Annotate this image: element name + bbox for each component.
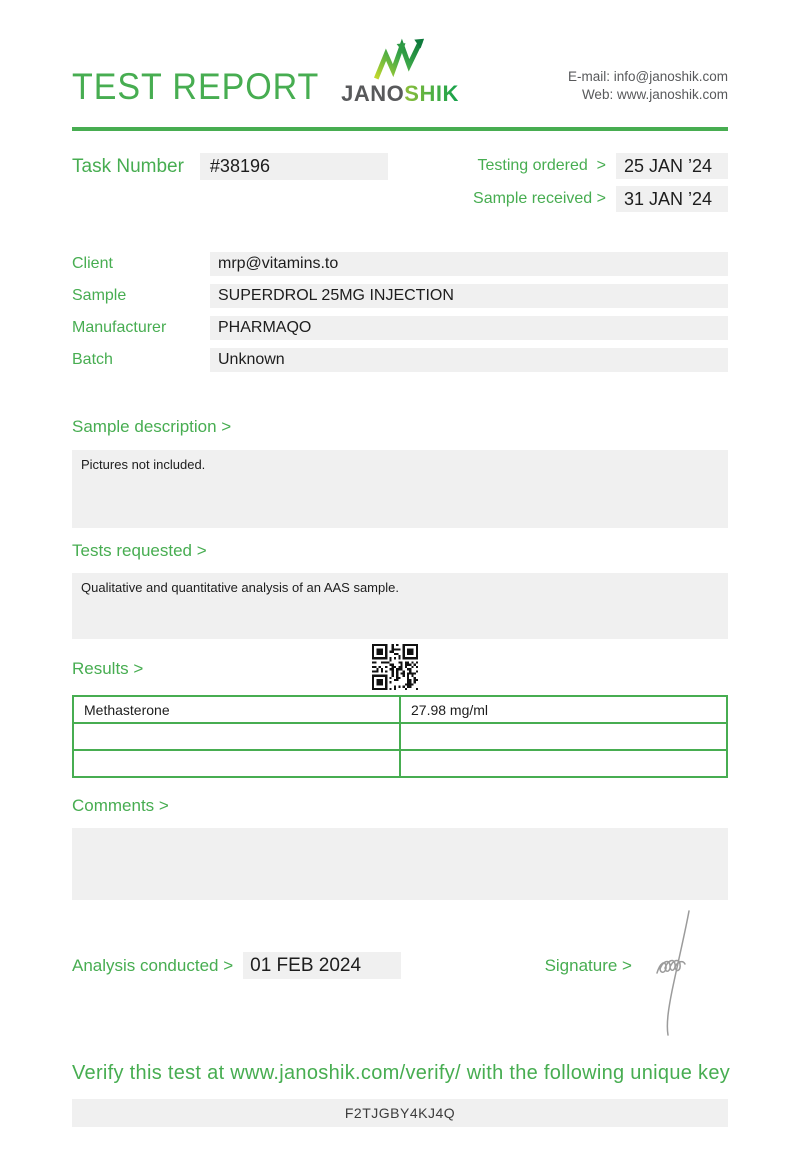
signature-scrawl bbox=[645, 907, 700, 1037]
sample-description-section bbox=[72, 417, 728, 528]
result-value: 27.98 mg/ml bbox=[400, 696, 727, 723]
tests-requested-section bbox=[72, 541, 728, 639]
result-value bbox=[400, 723, 727, 750]
tests-requested-box: Qualitative and quantitative analysis of an AAS sample. bbox=[72, 573, 728, 639]
sample-description-label: Sample description > bbox=[72, 417, 232, 436]
signoff-row bbox=[72, 952, 728, 979]
analysis-conducted-group bbox=[72, 952, 401, 979]
detail-row-client bbox=[72, 252, 728, 276]
web-value: www.janoshik.com bbox=[616, 87, 728, 102]
janoshik-logo bbox=[341, 38, 459, 105]
result-name bbox=[73, 750, 400, 777]
brand-jano: JANO bbox=[341, 81, 405, 106]
dates-group bbox=[473, 153, 728, 212]
task-number-label: Task Number bbox=[72, 155, 184, 177]
page-title: TEST REPORT bbox=[72, 66, 320, 107]
growth-chart-icon bbox=[369, 38, 431, 82]
sample-details bbox=[72, 252, 728, 372]
sample-description-box: Pictures not included. bbox=[72, 450, 728, 528]
brand-name bbox=[341, 83, 459, 105]
analysis-conducted-label: Analysis conducted > bbox=[72, 955, 234, 975]
testing-ordered-value: 25 JAN ’24 bbox=[616, 153, 728, 179]
unique-key-value: F2TJGBY4KJ4Q bbox=[72, 1099, 728, 1127]
contact-info bbox=[568, 68, 728, 104]
qr-code bbox=[369, 641, 421, 693]
result-name: Methasterone bbox=[73, 696, 400, 723]
analysis-date-value: 01 FEB 2024 bbox=[243, 952, 401, 979]
web-label: Web: bbox=[581, 87, 617, 102]
results-row bbox=[73, 750, 727, 777]
report-header bbox=[0, 0, 800, 131]
contact-email-line bbox=[568, 68, 728, 86]
comments-box bbox=[72, 828, 728, 900]
signature-label: Signature > bbox=[544, 956, 632, 975]
task-number-value: #38196 bbox=[200, 153, 388, 180]
client-label: Client bbox=[72, 255, 113, 272]
task-number-group bbox=[72, 153, 388, 180]
meta-row bbox=[72, 153, 728, 212]
manufacturer-value: PHARMAQO bbox=[210, 316, 728, 340]
comments-section bbox=[72, 796, 728, 900]
client-value: mrp@vitamins.to bbox=[210, 252, 728, 276]
email-label: E-mail: bbox=[567, 69, 614, 84]
testing-ordered-label: Testing ordered > bbox=[477, 157, 606, 174]
tests-requested-label: Tests requested > bbox=[72, 541, 207, 560]
results-row bbox=[73, 696, 727, 723]
result-name bbox=[73, 723, 400, 750]
detail-row-manufacturer bbox=[72, 316, 728, 340]
sample-received-value: 31 JAN ’24 bbox=[616, 186, 728, 212]
header-divider bbox=[72, 127, 728, 131]
sample-value: SUPERDROL 25MG INJECTION bbox=[210, 284, 728, 308]
batch-label: Batch bbox=[72, 351, 113, 368]
detail-row-batch bbox=[72, 348, 728, 372]
comments-label: Comments > bbox=[72, 796, 169, 815]
report-body bbox=[0, 153, 800, 1127]
manufacturer-label: Manufacturer bbox=[72, 319, 167, 336]
results-section bbox=[72, 639, 728, 778]
contact-web-line bbox=[568, 86, 728, 104]
result-value bbox=[400, 750, 727, 777]
verify-instruction: Verify this test at www.janoshik.com/verify/ with the following unique key bbox=[72, 1062, 731, 1084]
results-table bbox=[72, 695, 728, 778]
results-label: Results > bbox=[72, 659, 144, 678]
batch-value: Unknown bbox=[210, 348, 728, 372]
detail-row-sample bbox=[72, 284, 728, 308]
testing-ordered-row bbox=[473, 153, 728, 179]
email-value: info@janoshik.com bbox=[613, 69, 728, 84]
sample-received-row bbox=[473, 186, 728, 212]
results-row bbox=[73, 723, 727, 750]
brand-shik: SHIK bbox=[404, 81, 459, 106]
sample-received-label: Sample received > bbox=[473, 190, 606, 207]
sample-label: Sample bbox=[72, 287, 127, 304]
